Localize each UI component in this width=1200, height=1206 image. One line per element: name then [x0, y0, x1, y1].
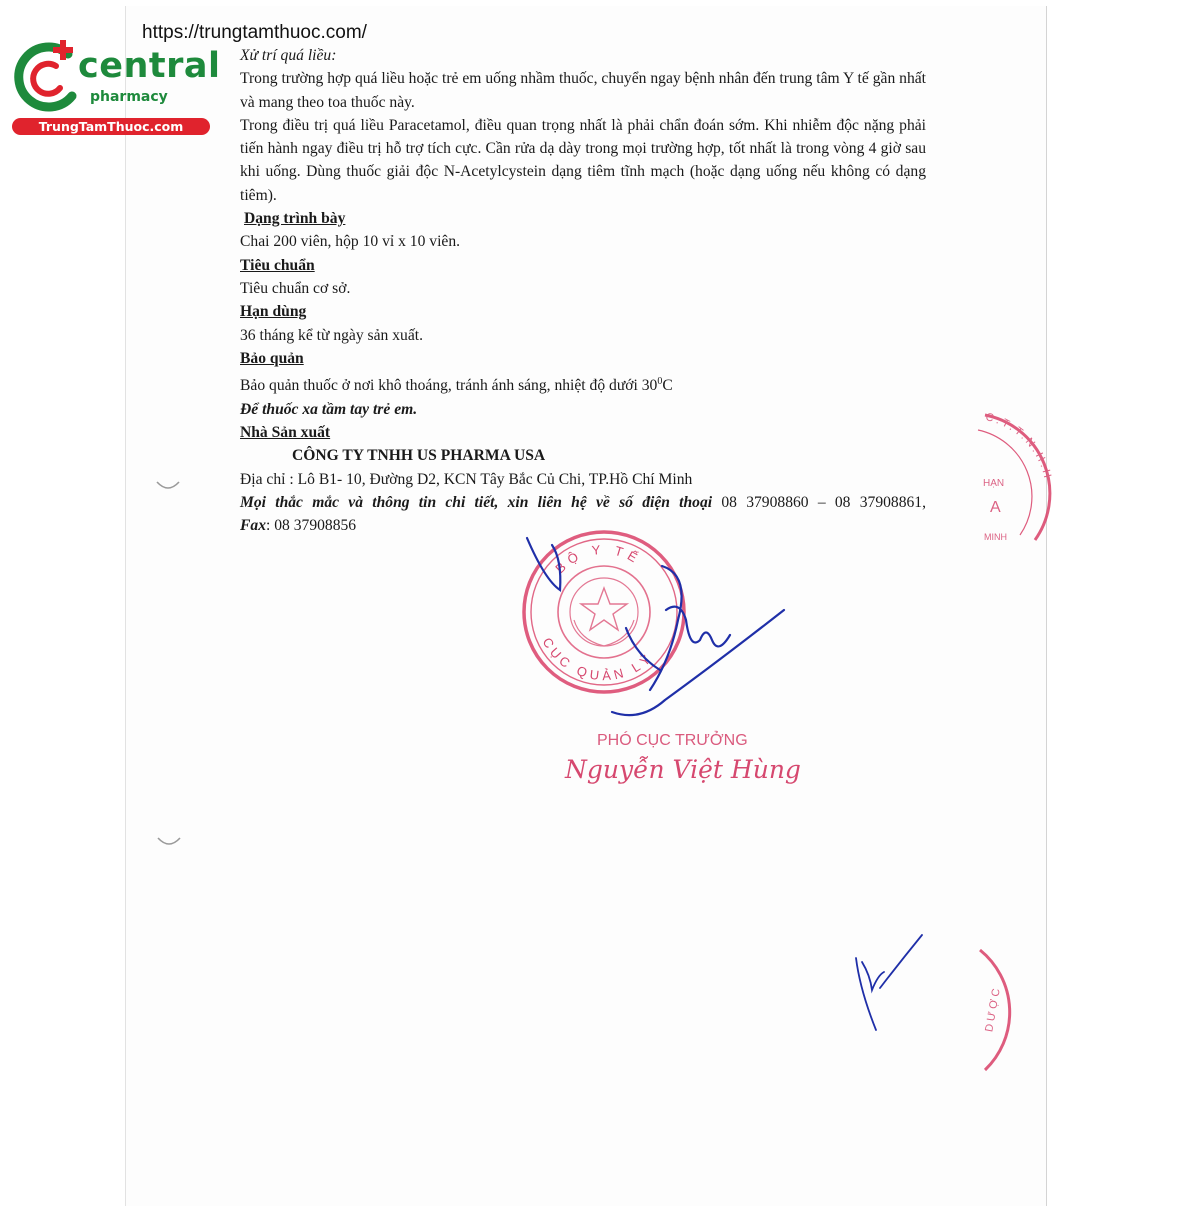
official-seal — [524, 532, 684, 692]
fax-line: Fax: 08 37908856 — [240, 517, 357, 535]
expiry-text: 36 tháng kể từ ngày sản xuất. — [240, 326, 423, 344]
presentation-heading: Dạng trình bày — [244, 210, 346, 228]
seal-bottom-text: CỤC QUẢN LÝ — [539, 634, 657, 684]
storage-heading: Bảo quản — [240, 349, 304, 367]
overdose-paragraph-1: Trong trường hợp quá liều hoặc trẻ em uống nhầm thuốc, chuyển ngay bệnh nhân đến trung tâm Y tế gần nhất và mang theo toa thuốc này. — [240, 70, 926, 111]
temperature-degree: 0 — [657, 376, 663, 388]
svg-text:C.T.T.N.H.H: C.T.T.N.H.H — [984, 411, 1054, 482]
company-name: CÔNG TY TNHH US PHARMA USA — [292, 447, 546, 465]
overdose-paragraph-2: Trong điều trị quá liều Paracetamol, điều quan trọng nhất là phải chẩn đoán sớm. Khi nhiễm độc nặng phải tiến hành ngay điều trị hỗ trợ tích cực. Cần rửa dạ dày trong mọi trường hợp, tốt nhất là trong vòng 4 giờ sau khi uống. Dùng thuốc giải độc N-Acetylcystein dạng tiêm tĩnh mạch (hoặc dạng uống nếu không có dạng tiêm). — [240, 116, 926, 204]
expiry-heading: Hạn dùng — [240, 303, 307, 321]
svg-text:MINH: MINH — [984, 532, 1007, 542]
initials-signature — [856, 935, 922, 1030]
signer-name: Nguyễn Việt Hùng — [565, 755, 801, 784]
emblem-icon — [570, 578, 638, 646]
svg-text:DƯỢC: DƯỢC — [983, 984, 1004, 1033]
manufacturer-heading: Nhà Sản xuất — [240, 423, 331, 441]
logo-subtitle: pharmacy — [90, 89, 168, 105]
overdose-title: Xử trí quá liều: — [240, 47, 337, 64]
signer-title: PHÓ CỤC TRƯỞNG — [597, 732, 748, 749]
seal-top-text: BỘ Y TẾ — [552, 541, 645, 577]
side-stamp-upper — [978, 411, 1054, 542]
standard-text: Tiêu chuẩn cơ sở. — [240, 279, 351, 297]
svg-text:A: A — [990, 499, 1001, 516]
child-warning: Để thuốc xa tầm tay trẻ em. — [240, 400, 418, 418]
company-address: Địa chỉ : Lô B1- 10, Đường D2, KCN Tây Bắc Củ Chi, TP.Hồ Chí Minh — [240, 470, 693, 488]
contact-line: Mọi thắc mắc và thông tin chi tiết, xin liên hệ về số điện thoại 08 37908860 – 08 37908861, — [240, 493, 926, 511]
watermark-url[interactable]: https://trungtamthuoc.com/ — [142, 22, 367, 43]
logo-banner: TrungTamThuoc.com — [12, 118, 210, 135]
side-stamp-lower — [980, 950, 1010, 1070]
svg-text:HẠN: HẠN — [983, 478, 1005, 489]
standard-heading: Tiêu chuẩn — [240, 256, 315, 274]
logo-wordmark: central — [78, 46, 221, 86]
storage-text: Bảo quản thuốc ở nơi khô thoáng, tránh ánh sáng, nhiệt độ dưới $30^0C$ — [240, 376, 673, 395]
presentation-text: Chai 200 viên, hộp 10 vỉ x 10 viên. — [240, 233, 461, 251]
